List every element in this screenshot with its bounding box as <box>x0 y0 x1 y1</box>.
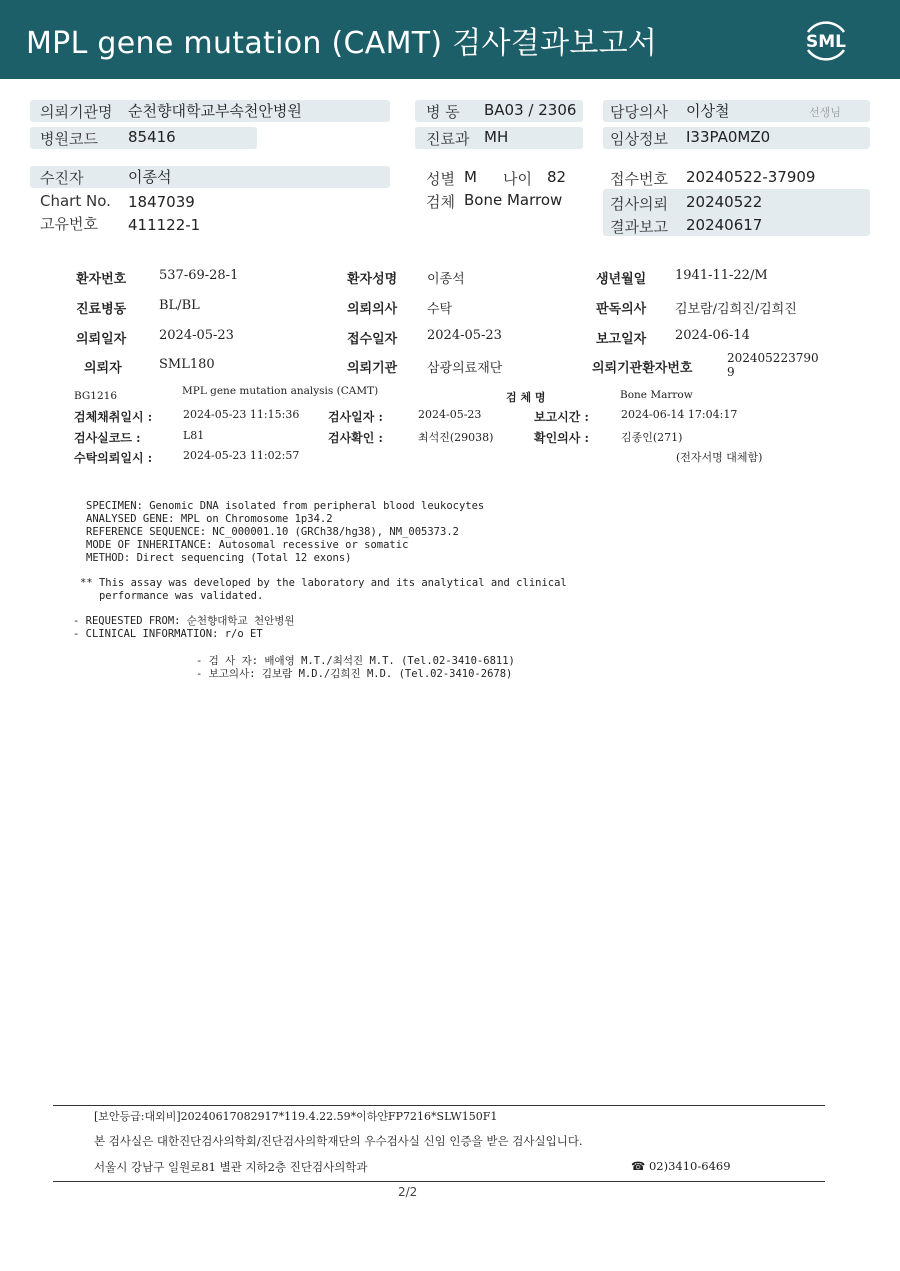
patient-pill <box>30 166 390 188</box>
patient-value: 이종석 <box>128 168 172 186</box>
logo-text: SML <box>806 32 846 52</box>
birth-value: 1941-11-22/M <box>675 268 768 283</box>
req-org-patient-value-2: 9 <box>727 365 735 379</box>
sml-logo <box>800 14 852 66</box>
sex-label: 성별 <box>426 170 455 188</box>
test-name: MPL gene mutation analysis (CAMT) <box>182 385 379 397</box>
security-line: [보안등급:대외비]20240617082917*119.4.22.59*이하얀FP7216*SLW150F1 <box>94 1110 498 1123</box>
sex-value: M <box>464 168 477 186</box>
validation-note-2: performance was validated. <box>80 590 264 602</box>
chart-value: 1847039 <box>128 193 195 211</box>
clinical-information: - CLINICAL INFORMATION: r/o ET <box>73 628 263 640</box>
collect-value: 2024-05-23 11:15:36 <box>183 408 300 421</box>
ward2-label: 진료병동 <box>76 302 127 317</box>
receipt-date-value: 2024-05-23 <box>427 328 502 343</box>
requester-label: 의뢰자 <box>84 361 122 376</box>
ward-value: BA03 / 2306 <box>484 101 577 119</box>
doctor-sign: - 보고의사: 김보람 M.D./김희진 M.D. (Tel.02-3410-2678) <box>196 668 513 680</box>
doctor-label: 담당의사 <box>610 103 668 121</box>
request-value: 20240522 <box>686 193 763 211</box>
chart-label: Chart No. <box>40 192 111 210</box>
ward2-value: BL/BL <box>159 298 200 313</box>
certification-line: 본 검사실은 대한진단검사의학회/진단검사의학재단의 우수검사실 신임 인증을 받은 검사실입니다. <box>94 1134 583 1148</box>
birth-label: 생년월일 <box>596 272 647 287</box>
hospital-value: 순천향대학교부속천안병원 <box>128 102 302 120</box>
req-org-value: 삼광의료재단 <box>427 361 503 376</box>
specimen-label: 검체 <box>426 193 455 211</box>
ward-label: 병 동 <box>426 103 460 121</box>
confirm-doctor-value: 김종인(271) <box>621 431 683 444</box>
report-date-label: 보고일자 <box>596 332 647 347</box>
patient-name-value: 이종석 <box>427 272 465 287</box>
report-date-value: 2024-06-14 <box>675 328 750 343</box>
hospcode-label: 병원코드 <box>40 130 98 148</box>
inheritance-line: MODE OF INHERITANCE: Autosomal recessive or somatic <box>86 539 409 551</box>
receipt-label: 접수번호 <box>610 170 668 188</box>
confirm-value: 최석진(29038) <box>418 431 494 444</box>
req-org-label: 의뢰기관 <box>347 361 398 376</box>
collect-label: 검체채취일시 : <box>74 410 153 424</box>
uid-value: 411122-1 <box>128 216 201 234</box>
gene-line: ANALYSED GENE: MPL on Chromosome 1p34.2 <box>86 513 333 525</box>
test-specimen-label: 검 체 명 <box>506 391 546 404</box>
patient-no-label: 환자번호 <box>76 272 127 287</box>
req-org-patient-value-1: 202405223790 <box>727 351 819 365</box>
req-doctor-value: 수탁 <box>427 302 453 317</box>
req-doctor-label: 의뢰의사 <box>347 302 398 317</box>
req-org-patient-label: 의뢰기관환자번호 <box>592 361 693 376</box>
uid-label: 고유번호 <box>40 215 98 233</box>
test-specimen-value: Bone Marrow <box>620 389 693 401</box>
esign-note: (전자서명 대체함) <box>676 451 763 464</box>
confirm-doctor-label: 확인의사 : <box>534 431 589 445</box>
clinical-value: I33PA0MZ0 <box>686 128 771 146</box>
patient-no-value: 537-69-28-1 <box>159 268 239 283</box>
test-date-label: 검사일자 : <box>328 410 383 424</box>
doctor-suffix: 선생님 <box>809 106 841 119</box>
reference-line: REFERENCE SEQUENCE: NC_000001.10 (GRCh38/hg38), NM_005373.2 <box>86 526 459 538</box>
dept-label: 진료과 <box>426 130 470 148</box>
hospital-label: 의뢰기관명 <box>40 103 113 121</box>
receipt-date-label: 접수일자 <box>347 332 398 347</box>
age-value: 82 <box>547 168 567 186</box>
report-value: 20240617 <box>686 216 763 234</box>
validation-note-1: ** This assay was developed by the laboratory and its analytical and clinical <box>80 577 567 589</box>
specimen-line: SPECIMEN: Genomic DNA isolated from peripheral blood leukocytes <box>86 500 485 512</box>
requested-value: 2024-05-23 11:02:57 <box>183 449 300 462</box>
doctor-value: 이상철 <box>686 102 730 120</box>
request-label: 검사의뢰 <box>610 195 668 213</box>
technician-sign: - 검 사 자: 배애영 M.T./최석진 M.T. (Tel.02-3410-6811) <box>196 655 515 667</box>
room-label: 검사실코드 : <box>74 431 141 445</box>
room-value: L81 <box>183 429 205 442</box>
reading-doctor-value: 김보람/김희진/김희진 <box>675 302 797 317</box>
report-time-label: 보고시간 : <box>534 410 589 424</box>
requested-from: - REQUESTED FROM: 순천향대학교 천안병원 <box>73 615 295 627</box>
address-line: 서울시 강남구 일원로81 별관 지하2층 진단검사의학과 <box>94 1160 368 1174</box>
page-number: 2/2 <box>398 1185 418 1199</box>
phone-line: ☎ 02)3410-6469 <box>631 1159 731 1173</box>
patient-name-label: 환자성명 <box>347 272 398 287</box>
footer-bottom-rule <box>53 1181 825 1182</box>
requested-label: 수탁의뢰일시 : <box>74 451 153 465</box>
test-date-value: 2024-05-23 <box>418 408 482 421</box>
receipt-value: 20240522-37909 <box>686 168 816 186</box>
dept-value: MH <box>484 128 509 146</box>
report-time-value: 2024-06-14 17:04:17 <box>621 408 738 421</box>
method-line: METHOD: Direct sequencing (Total 12 exons) <box>86 552 352 564</box>
report-label: 결과보고 <box>610 218 668 236</box>
reading-doctor-label: 판독의사 <box>596 302 647 317</box>
test-code: BG1216 <box>74 390 118 402</box>
req-date-value: 2024-05-23 <box>159 328 234 343</box>
confirm-label: 검사확인 : <box>328 431 383 445</box>
requester-value: SML180 <box>159 357 215 372</box>
age-label: 나이 <box>503 170 532 188</box>
clinical-label: 임상정보 <box>610 130 668 148</box>
footer-top-rule <box>53 1105 825 1106</box>
patient-label: 수진자 <box>40 169 84 187</box>
req-date-label: 의뢰일자 <box>76 332 127 347</box>
hospcode-value: 85416 <box>128 128 176 146</box>
specimen-value: Bone Marrow <box>464 191 563 209</box>
report-title: MPL gene mutation (CAMT) 검사결과보고서 <box>26 26 658 61</box>
